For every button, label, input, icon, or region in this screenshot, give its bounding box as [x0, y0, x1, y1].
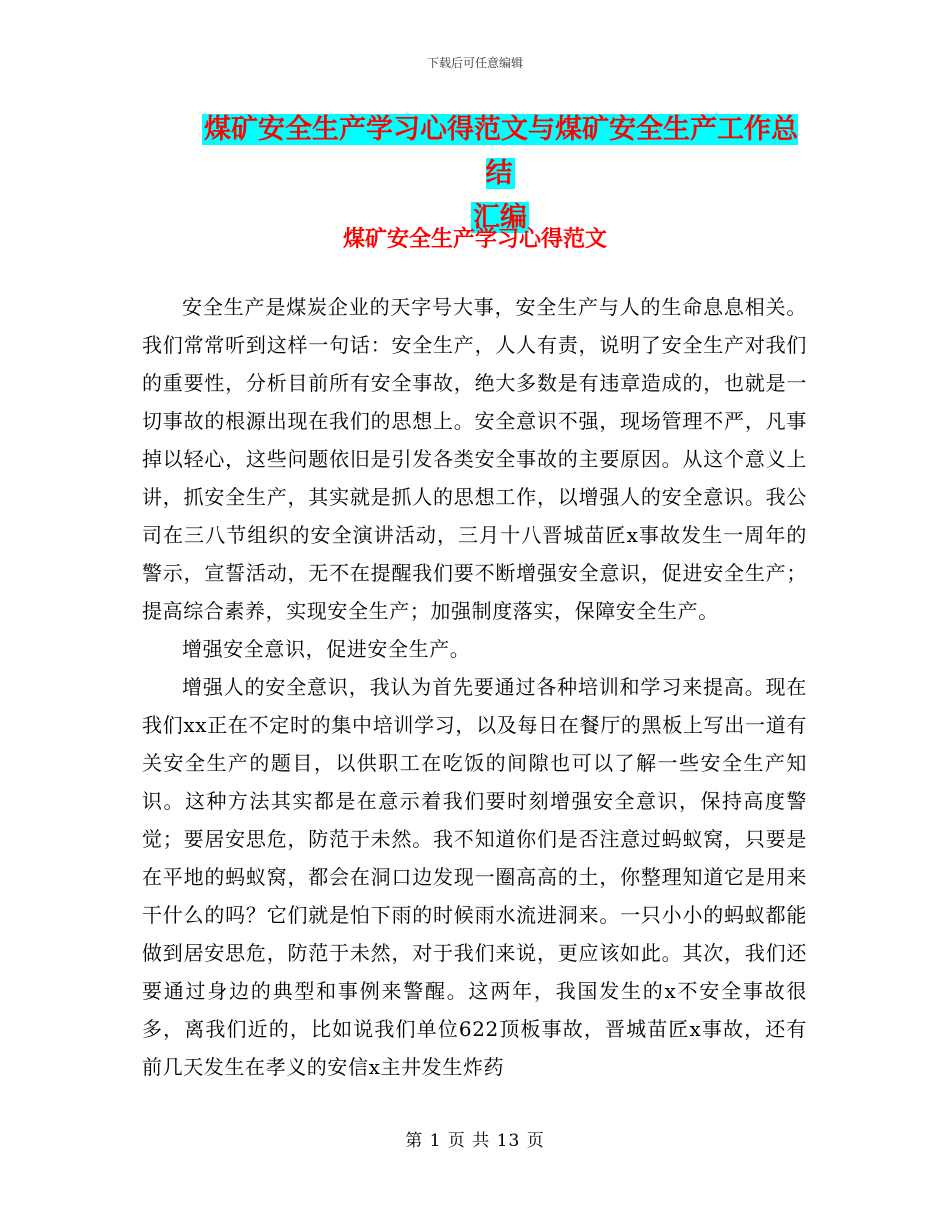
document-title-line1: 煤矿安全生产学习心得范文与煤矿安全生产工作总结	[204, 114, 798, 189]
page-footer: 第 1 页 共 13 页	[405, 1131, 545, 1151]
body-text	[142, 288, 807, 1086]
header-note: 下载后可任意编辑	[426, 56, 523, 70]
section-title: 煤矿安全生产学习心得范文	[342, 226, 607, 252]
document-title	[190, 108, 810, 240]
paragraph-2: 增强安全意识，促进安全生产。	[182, 637, 471, 661]
paragraph-3: 增强人的安全意识，我认为首先要通过各种培训和学习来提高。现在我们xx正在不定时的集中培训学习，以及每日在餐厅的黑板上写出一道有关安全生产的题目，以供职工在吃饭的间隙也可以了解一些安全生产知识。这种方法其实都是在意示着我们要时刻增强安全意识，保持高度警觉；要居安思危，防范于未然。我不知道你们是否注意过蚂蚁窝，只要是在平地的蚂蚁窝，都会在洞口边发现一圈高高的土，你整理知道它是用来干什么的吗？它们就是怕下雨的时候雨水流进洞来。一只小小的蚂蚁都能做到居安思危，防范于未然，对于我们来说，更应该如此。其次，我们还要通过身边的典型和事例来警醒。这两年，我国发生的x不安全事故很多，离我们近的，比如说我们单位622顶板事故，晋城苗匠x事故，还有前几天发生在孝义的安信x主井发生炸药	[142, 675, 807, 1079]
paragraph-1: 安全生产是煤炭企业的天字号大事，安全生产与人的生命息息相关。我们常常听到这样一句话：安全生产，人人有责，说明了安全生产对我们的重要性，分析目前所有安全事故，绝大多数是有违章造成的，也就是一切事故的根源出现在我们的思想上。安全意识不强，现场管理不严，凡事掉以轻心，这些问题依旧是引发各类安全事故的主要原因。从这个意义上讲，抓安全生产，其实就是抓人的思想工作，以增强人的安全意识。我公司在三八节组织的安全演讲活动，三月十八晋城苗匠x事故发生一周年的警示，宣誓活动，无不在提醒我们要不断增强安全意识，促进安全生产；提高综合素养，实现安全生产；加强制度落实，保障安全生产。	[142, 295, 807, 623]
document-title-line2: 汇编	[473, 202, 527, 233]
